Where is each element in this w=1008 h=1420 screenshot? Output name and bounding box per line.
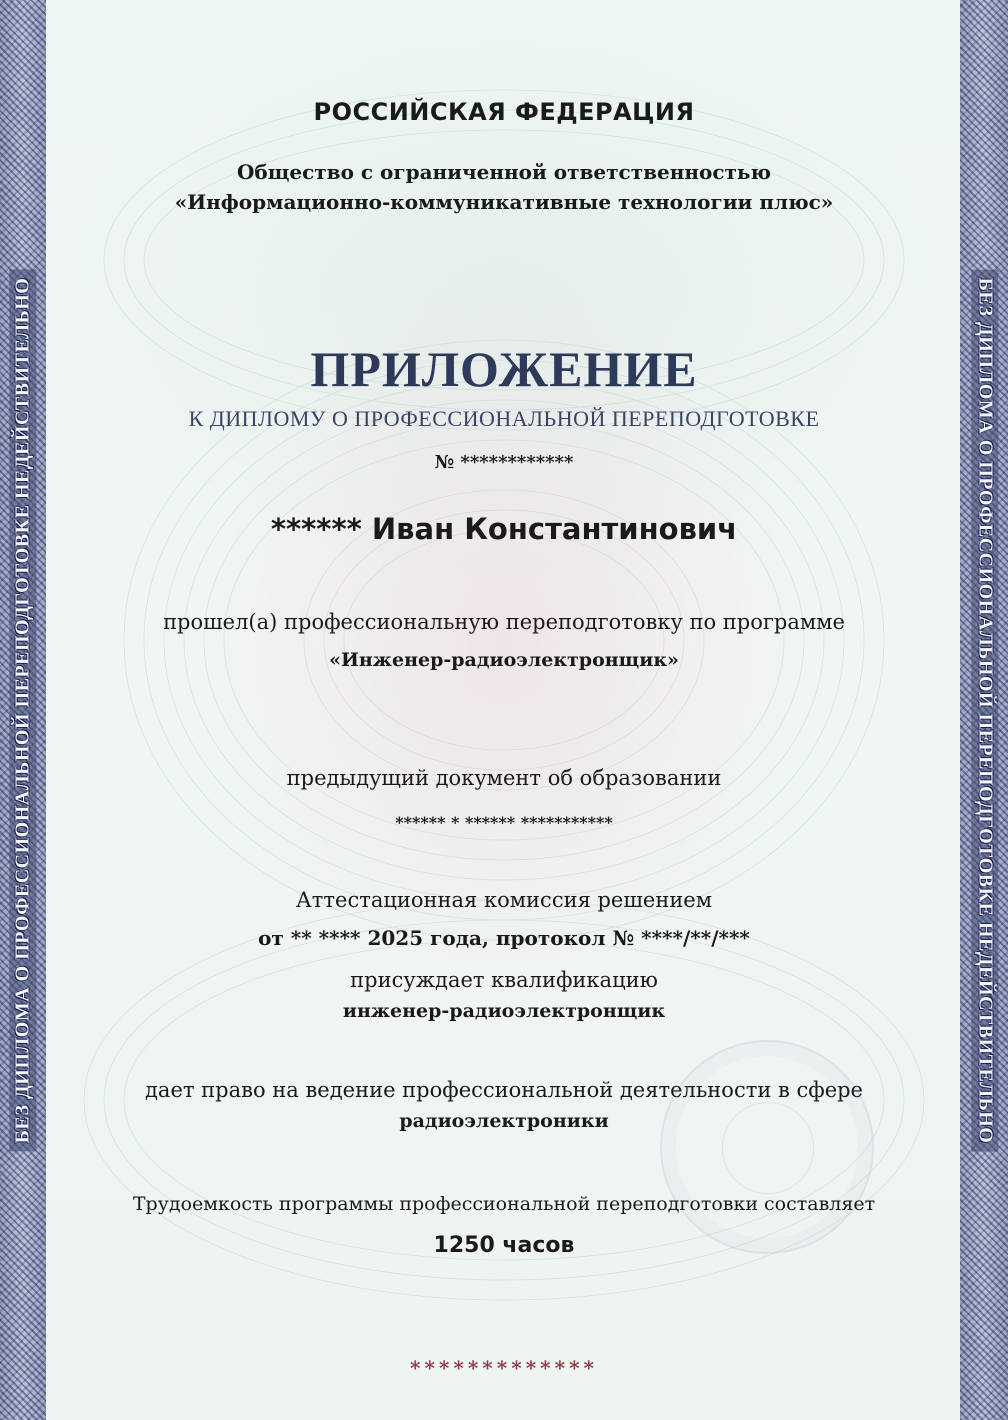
organization-name: «Информационно-коммуникативные технологии плюс» <box>174 190 834 214</box>
seal-watermark <box>660 1040 874 1254</box>
document-number: № ************ <box>434 452 574 473</box>
right-border-text: БЕЗ ДИПЛОМА О ПРОФЕССИОНАЛЬНОЙ ПЕРЕПОДГОТОВКЕ НЕДЕЙСТВИТЕЛЬНО <box>972 269 999 1151</box>
country-heading: РОССИЙСКАЯ ФЕДЕРАЦИЯ <box>313 98 695 126</box>
workload-label: Трудоемкость программы профессиональной переподготовки составляет <box>132 1193 876 1215</box>
blank-serial-number: ************* <box>410 1356 598 1380</box>
previous-document-value: ****** * ****** *********** <box>395 813 613 832</box>
program-label: прошел(а) профессиональную переподготовку по программе <box>163 610 845 634</box>
workload-hours: 1250 часов <box>433 1233 575 1258</box>
commission-protocol: от ** **** 2025 года, протокол № ****/**/*** <box>258 926 750 950</box>
document-title: ПРИЛОЖЕНИЕ <box>310 341 698 397</box>
qualification-label: присуждает квалификацию <box>350 968 658 992</box>
left-border-text: БЕЗ ДИПЛОМА О ПРОФЕССИОНАЛЬНОЙ ПЕРЕПОДГОТОВКЕ НЕДЕЙСТВИТЕЛЬНО <box>10 269 37 1151</box>
qualification-value: инженер-радиоэлектронщик <box>342 1000 666 1022</box>
rights-label: дает право на ведение профессиональной деятельности в сфере <box>145 1078 863 1102</box>
previous-document-label: предыдущий документ об образовании <box>286 766 722 790</box>
organization-type: Общество с ограниченной ответственностью <box>236 160 772 184</box>
left-security-border <box>0 0 46 1420</box>
commission-label: Аттестационная комиссия решением <box>295 888 713 912</box>
recipient-name: ****** Иван Константинович <box>270 512 738 546</box>
rights-sphere: радиоэлектроники <box>399 1110 609 1132</box>
document-subtitle: К ДИПЛОМУ О ПРОФЕССИОНАЛЬНОЙ ПЕРЕПОДГОТОВКЕ <box>188 406 820 431</box>
right-security-border <box>960 0 1008 1420</box>
program-name: «Инженер-радиоэлектронщик» <box>329 649 679 671</box>
